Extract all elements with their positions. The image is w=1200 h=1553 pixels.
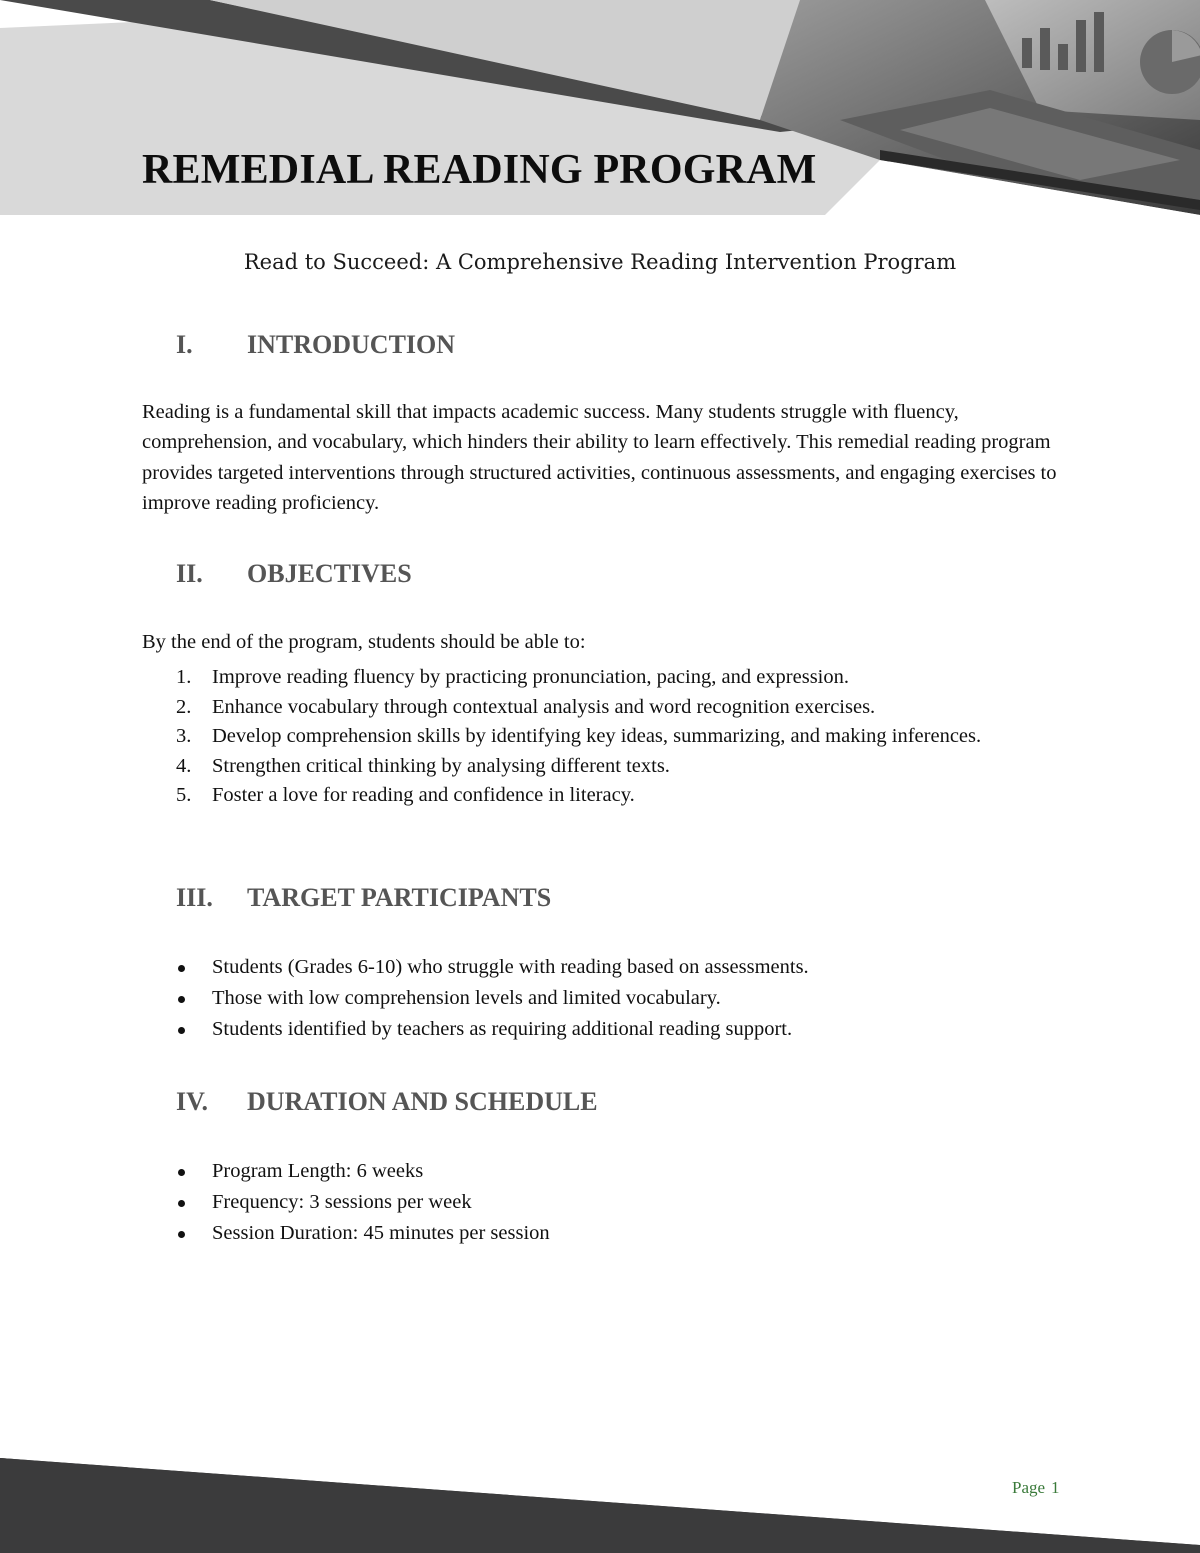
- section-title: DURATION AND SCHEDULE: [247, 1087, 598, 1116]
- list-item-text: Improve reading fluency by practicing pronunciation, pacing, and expression.: [212, 666, 850, 688]
- bullet-icon: [176, 952, 212, 983]
- section-title: TARGET PARTICIPANTS: [247, 883, 552, 912]
- bullet-icon: [176, 1156, 212, 1187]
- list-marker: 1.: [176, 666, 192, 688]
- list-item: [176, 1014, 1036, 1045]
- list-item-text: Students (Grades 6-10) who struggle with reading based on assessments.: [212, 956, 809, 978]
- list-item-text: Strengthen critical thinking by analysing different texts.: [212, 754, 670, 777]
- section-title: INTRODUCTION: [247, 330, 456, 359]
- list-item-text: Foster a love for reading and confidence in literacy.: [212, 784, 635, 806]
- page-number: [1012, 1478, 1060, 1498]
- list-item: [176, 1156, 1036, 1187]
- list-item: [176, 781, 1036, 811]
- list-item: [176, 1218, 1036, 1249]
- schedule-list: [176, 1156, 1036, 1249]
- list-item-text: Session Duration: 45 minutes per session: [212, 1222, 550, 1244]
- list-item: [176, 693, 1036, 723]
- list-item-text: Students identified by teachers as requiring additional reading support.: [212, 1018, 793, 1040]
- section-heading-objectives: [176, 559, 412, 589]
- page-label: Page: [1012, 1478, 1046, 1497]
- list-item: [176, 952, 1036, 983]
- document-title: REMEDIAL READING PROGRAM: [142, 147, 817, 193]
- list-item-text: Develop comprehension skills by identifying key ideas, summarizing, and making inferences.: [212, 725, 982, 747]
- objectives-list: [176, 663, 1036, 811]
- list-marker: 3.: [176, 725, 192, 747]
- list-marker: 2.: [176, 695, 192, 718]
- list-marker: 4.: [176, 754, 192, 777]
- section-heading-target-participants: [176, 883, 551, 913]
- participants-list: [176, 952, 1036, 1045]
- document-subtitle: Read to Succeed: A Comprehensive Reading Intervention Program: [243, 250, 957, 274]
- objectives-lead: By the end of the program, students should be able to:: [142, 631, 586, 653]
- section-title: OBJECTIVES: [247, 559, 412, 588]
- list-item-text: Those with low comprehension levels and limited vocabulary.: [212, 987, 721, 1009]
- list-item: [176, 722, 1036, 752]
- bullet-icon: [176, 983, 212, 1014]
- list-item-text: Program Length: 6 weeks: [212, 1160, 424, 1182]
- section-number: III.: [176, 883, 213, 912]
- bullet-icon: [176, 1014, 212, 1045]
- section-number: I.: [176, 330, 193, 359]
- list-item-text: Enhance vocabulary through contextual analysis and word recognition exercises.: [212, 695, 876, 718]
- section-heading-introduction: [176, 330, 455, 360]
- list-item: [176, 983, 1036, 1014]
- section-number: II.: [176, 559, 203, 588]
- bullet-icon: [176, 1218, 212, 1249]
- list-item: [176, 663, 1036, 693]
- page-number-value: 1: [1051, 1478, 1060, 1497]
- footer-band: [0, 1450, 1200, 1553]
- list-marker: 5.: [176, 784, 192, 806]
- list-item: [176, 752, 1036, 782]
- list-item: [176, 1187, 1036, 1218]
- bullet-icon: [176, 1187, 212, 1218]
- section-number: IV.: [176, 1087, 209, 1116]
- introduction-paragraph: Reading is a fundamental skill that impacts academic success. Many students struggle with fluency, comprehension, and vocabulary, which hinders their ability to learn effectively. This remedial reading program provides targeted interventions through structured activities, continuous assessments, and engaging exercises to improve reading proficiency.: [142, 401, 1057, 515]
- list-item-text: Frequency: 3 sessions per week: [212, 1191, 472, 1213]
- section-heading-duration-schedule: [176, 1087, 598, 1117]
